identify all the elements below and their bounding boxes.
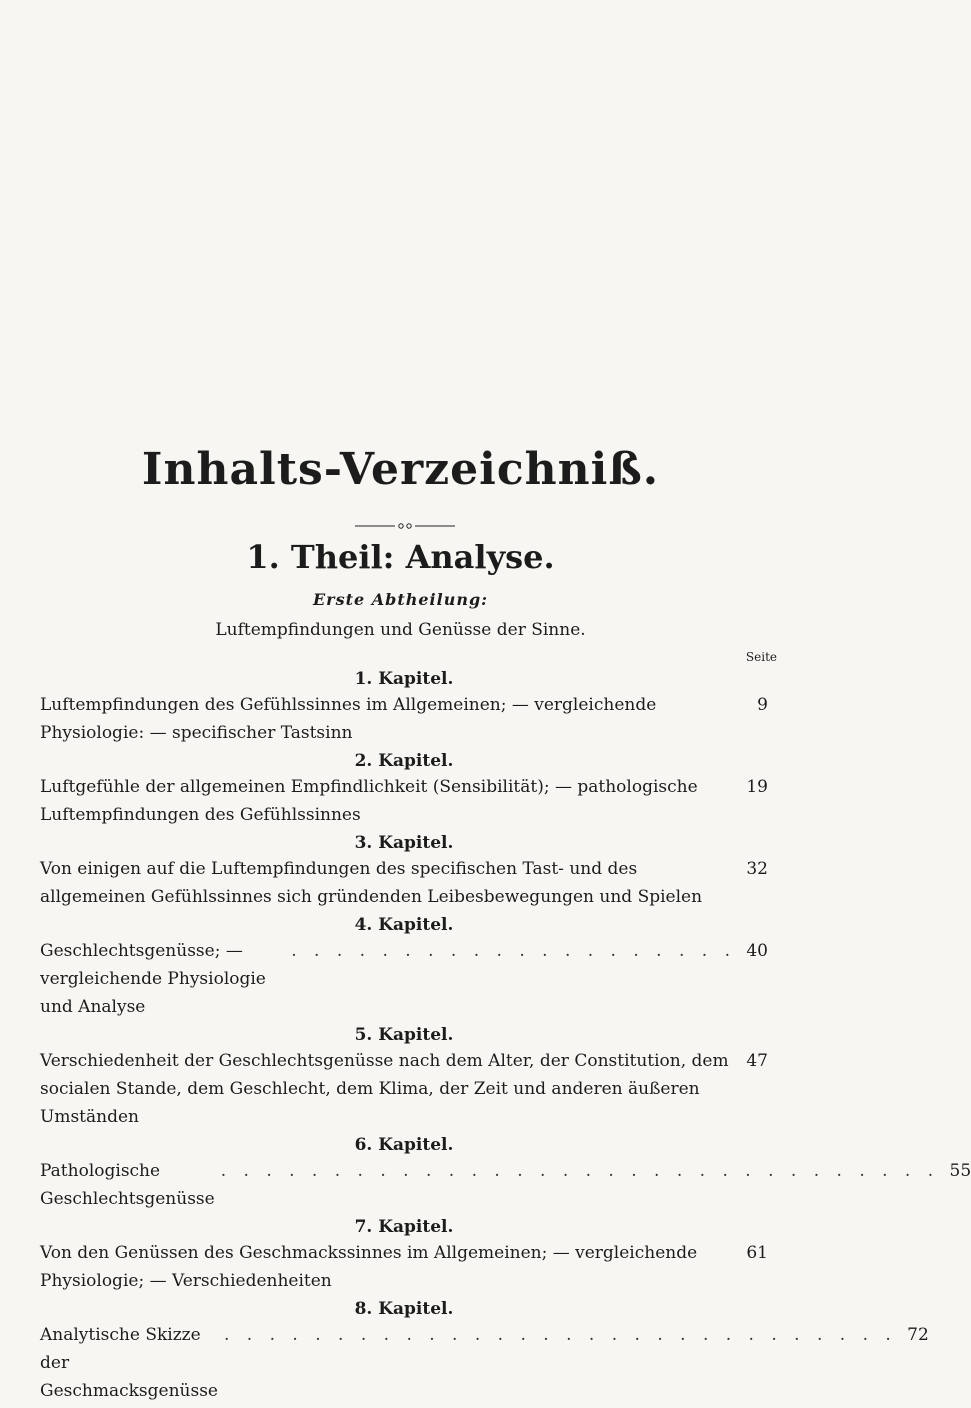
chapter-page-number: 47 [746,1051,768,1071]
leader-dots: . . . . . . . . . . . . . . . . . . . . . . . . . . . . . . . . [220,1161,940,1181]
toc-entry[interactable] [40,832,768,911]
chapter-description: Pathologische Geschlechtsgenüsse [40,1161,215,1209]
chapter-page-number: 61 [746,1243,768,1263]
toc-entry[interactable] [40,1216,768,1295]
chapter-description: Analytische Skizze der Geschmacksgenüsse [40,1325,218,1401]
chapter-page-number: 72 [907,1325,929,1345]
chapter-description: Luftgefühle der allgemeinen Empfindlichkeit (Sensibilität); — pathologische Luftempfindungen des Gefühlssinnes [40,777,698,825]
chapter-heading: 3. Kapitel. [354,833,454,853]
leader-dots: . . . . . . . . . . . . . . . . . . . . [291,941,736,961]
toc-entry[interactable] [40,1298,929,1405]
ornament-rule [355,522,455,530]
part-heading: 1. Theil: Analyse. [246,538,555,576]
chapter-heading: 6. Kapitel. [354,1135,454,1155]
chapter-heading: 4. Kapitel. [354,915,454,935]
chapter-heading: 2. Kapitel. [354,751,454,771]
toc-entry[interactable] [40,914,768,1021]
chapter-heading: 5. Kapitel. [354,1025,454,1045]
page-title: Inhalts-Verzeichniß. [141,444,660,495]
chapter-heading: 8. Kapitel. [354,1299,454,1319]
chapter-description: Von einigen auf die Luftempfindungen des specifischen Tast- und des allgemeinen Gefühlssinnes sich gründenden Leibesbewegungen und Spielen [40,859,703,907]
table-of-contents [40,668,971,1408]
toc-entry[interactable] [40,668,768,747]
chapter-heading: 1. Kapitel. [354,669,454,689]
toc-entry[interactable] [40,750,768,829]
chapter-page-number: 9 [757,695,768,715]
leader-dots: . . . . . . . . . . . . . . . . . . . . . . . . . . . . . . [223,1325,897,1345]
chapter-page-number: 55 [949,1161,971,1181]
chapter-heading: 7. Kapitel. [354,1217,454,1237]
toc-entry[interactable] [40,1024,768,1131]
chapter-page-number: 19 [746,777,768,797]
chapter-description: Geschlechtsgenüsse; — vergleichende Physiologie und Analyse [40,941,266,1017]
chapter-page-number: 40 [746,941,768,961]
chapter-page-number: 32 [746,859,768,879]
chapter-description: Luftempfindungen des Gefühlssinnes im Allgemeinen; — vergleichende Physiologie: — specifischer Tastsinn [40,695,657,743]
toc-entry[interactable] [40,1134,971,1213]
page-column-label: Seite [745,650,777,664]
chapter-description: Von den Genüssen des Geschmackssinnes im Allgemeinen; — vergleichende Physiologie; — Verschiedenheiten [40,1243,698,1291]
division-label: Erste Abtheilung: [312,590,489,609]
chapter-description: Verschiedenheit der Geschlechtsgenüsse nach dem Alter, der Constitution, dem socialen Stande, dem Geschlecht, dem Klima, der Zeit und anderen äußeren Umständen [40,1051,729,1127]
division-title: Luftempfindungen und Genüsse der Sinne. [215,620,586,640]
